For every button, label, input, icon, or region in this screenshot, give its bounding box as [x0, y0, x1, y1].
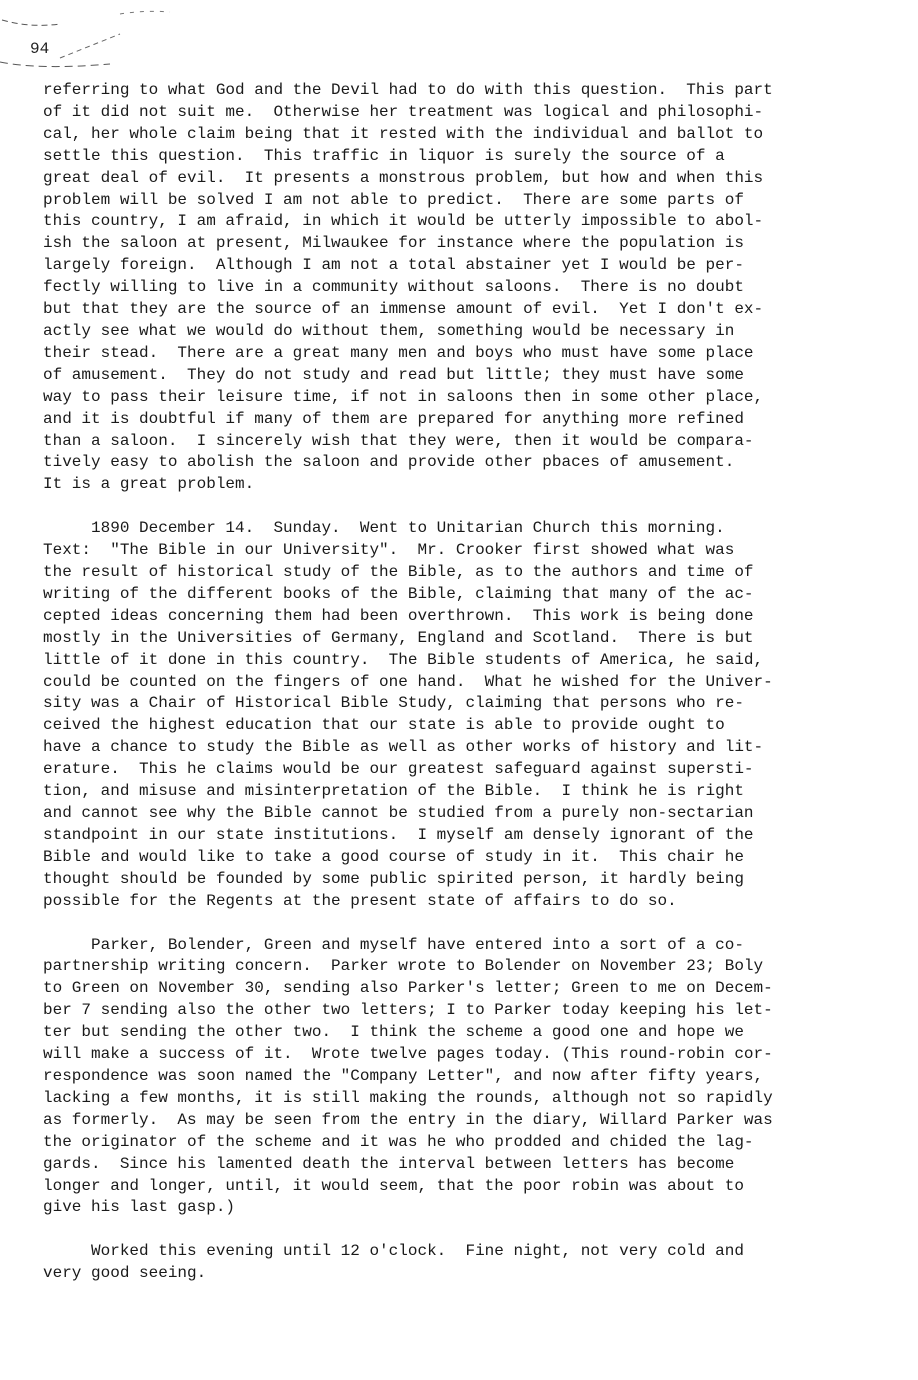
- text-line: give his last gasp.): [43, 1198, 236, 1217]
- text-line: of amusement. They do not study and read but little; they must have some: [43, 365, 744, 384]
- text-line: Text: "The Bible in our University". Mr. Crooker first showed what was: [43, 541, 735, 560]
- text-line: their stead. There are a great many men and boys who must have some place: [43, 343, 754, 362]
- text-line: standpoint in our state institutions. I myself am densely ignorant of the: [43, 825, 754, 844]
- text-line: ter but sending the other two. I think the scheme a good one and hope we: [43, 1023, 744, 1042]
- text-line: could be counted on the fingers of one hand. What he wished for the Univer-: [43, 672, 773, 691]
- text-line: ber 7 sending also the other two letters; I to Parker today keeping his let-: [43, 1001, 773, 1020]
- text-line: gards. Since his lamented death the interval between letters has become: [43, 1154, 735, 1173]
- text-line: little of it done in this country. The Bible students of America, he said,: [43, 650, 764, 669]
- text-line: respondence was soon named the "Company Letter", and now after fifty years,: [43, 1066, 764, 1085]
- text-line: lacking a few months, it is still making the rounds, although not so rapidly: [43, 1088, 773, 1107]
- text-line: largely foreign. Although I am not a total abstainer yet I would be per-: [43, 256, 744, 275]
- text-line: tively easy to abolish the saloon and provide other pbaces of amusement.: [43, 453, 735, 472]
- diary-page-body: [43, 80, 903, 1285]
- paragraph-evening-note: [43, 1241, 903, 1285]
- text-line: cal, her whole claim being that it rested with the individual and ballot to: [43, 124, 764, 143]
- text-line: of it did not suit me. Otherwise her treatment was logical and philosophi-: [43, 102, 764, 121]
- text-line: partnership writing concern. Parker wrote to Bolender on November 23; Boly: [43, 957, 764, 976]
- text-line: ceived the highest education that our state is able to provide ought to: [43, 716, 725, 735]
- text-line: settle this question. This traffic in liquor is surely the source of a: [43, 146, 725, 165]
- text-line: thought should be founded by some public spirited person, it hardly being: [43, 869, 744, 888]
- text-line: sity was a Chair of Historical Bible Study, claiming that persons who re-: [43, 694, 744, 713]
- paragraph-company-letter: [43, 935, 903, 1220]
- text-line: this country, I am afraid, in which it would be utterly impossible to abol-: [43, 212, 764, 231]
- text-line: 1890 December 14. Sunday. Went to Unitarian Church this morning.: [43, 519, 725, 538]
- text-line: writing of the different books of the Bible, claiming that many of the ac-: [43, 584, 754, 603]
- text-line: fectly willing to live in a community without saloons. There is no doubt: [43, 278, 744, 297]
- text-line: mostly in the Universities of Germany, England and Scotland. There is but: [43, 628, 754, 647]
- text-line: tion, and misuse and misinterpretation of the Bible. I think he is right: [43, 782, 744, 801]
- text-line: to Green on November 30, sending also Parker's letter; Green to me on Decem-: [43, 979, 773, 998]
- text-line: than a saloon. I sincerely wish that they were, then it would be compara-: [43, 431, 754, 450]
- text-line: great deal of evil. It presents a monstrous problem, but how and when this: [43, 168, 764, 187]
- text-line: Bible and would like to take a good course of study in it. This chair he: [43, 847, 744, 866]
- text-line: cepted ideas concerning them had been overthrown. This work is being done: [43, 606, 754, 625]
- text-line: and it is doubtful if many of them are prepared for anything more refined: [43, 409, 744, 428]
- text-line: very good seeing.: [43, 1264, 207, 1283]
- paragraph-spacer: [43, 496, 903, 518]
- text-line: erature. This he claims would be our greatest safeguard against supersti-: [43, 760, 754, 779]
- text-line: have a chance to study the Bible as well as other works of history and lit-: [43, 738, 764, 757]
- text-line: referring to what God and the Devil had to do with this question. This part: [43, 81, 773, 99]
- text-line: longer and longer, until, it would seem, that the poor robin was about to: [43, 1176, 744, 1195]
- page-number: 94: [30, 40, 50, 58]
- paragraph-temperance: [43, 80, 903, 496]
- paragraph-spacer: [43, 913, 903, 935]
- text-line: It is a great problem.: [43, 475, 255, 494]
- text-line: will make a success of it. Wrote twelve pages today. (This round-robin cor-: [43, 1045, 773, 1064]
- text-line: Parker, Bolender, Green and myself have entered into a sort of a co-: [43, 935, 744, 954]
- text-line: as formerly. As may be seen from the entry in the diary, Willard Parker was: [43, 1110, 773, 1129]
- text-line: and cannot see why the Bible cannot be studied from a purely non-sectarian: [43, 804, 754, 822]
- text-line: problem will be solved I am not able to predict. There are some parts of: [43, 190, 744, 209]
- text-line: Worked this evening until 12 o'clock. Fine night, not very cold and: [43, 1242, 744, 1261]
- text-line: the result of historical study of the Bible, as to the authors and time of: [43, 563, 754, 582]
- text-line: way to pass their leisure time, if not in saloons then in some other place,: [43, 387, 764, 406]
- text-line: possible for the Regents at the present state of affairs to do so.: [43, 891, 677, 910]
- text-line: the originator of the scheme and it was he who prodded and chided the lag-: [43, 1132, 754, 1151]
- text-line: actly see what we would do without them, something would be necessary in: [43, 321, 735, 340]
- paragraph-spacer: [43, 1219, 903, 1241]
- text-line: but that they are the source of an immense amount of evil. Yet I don't ex-: [43, 300, 764, 319]
- text-line: ish the saloon at present, Milwaukee for instance where the population is: [43, 234, 744, 253]
- paragraph-december-14-entry: [43, 518, 903, 912]
